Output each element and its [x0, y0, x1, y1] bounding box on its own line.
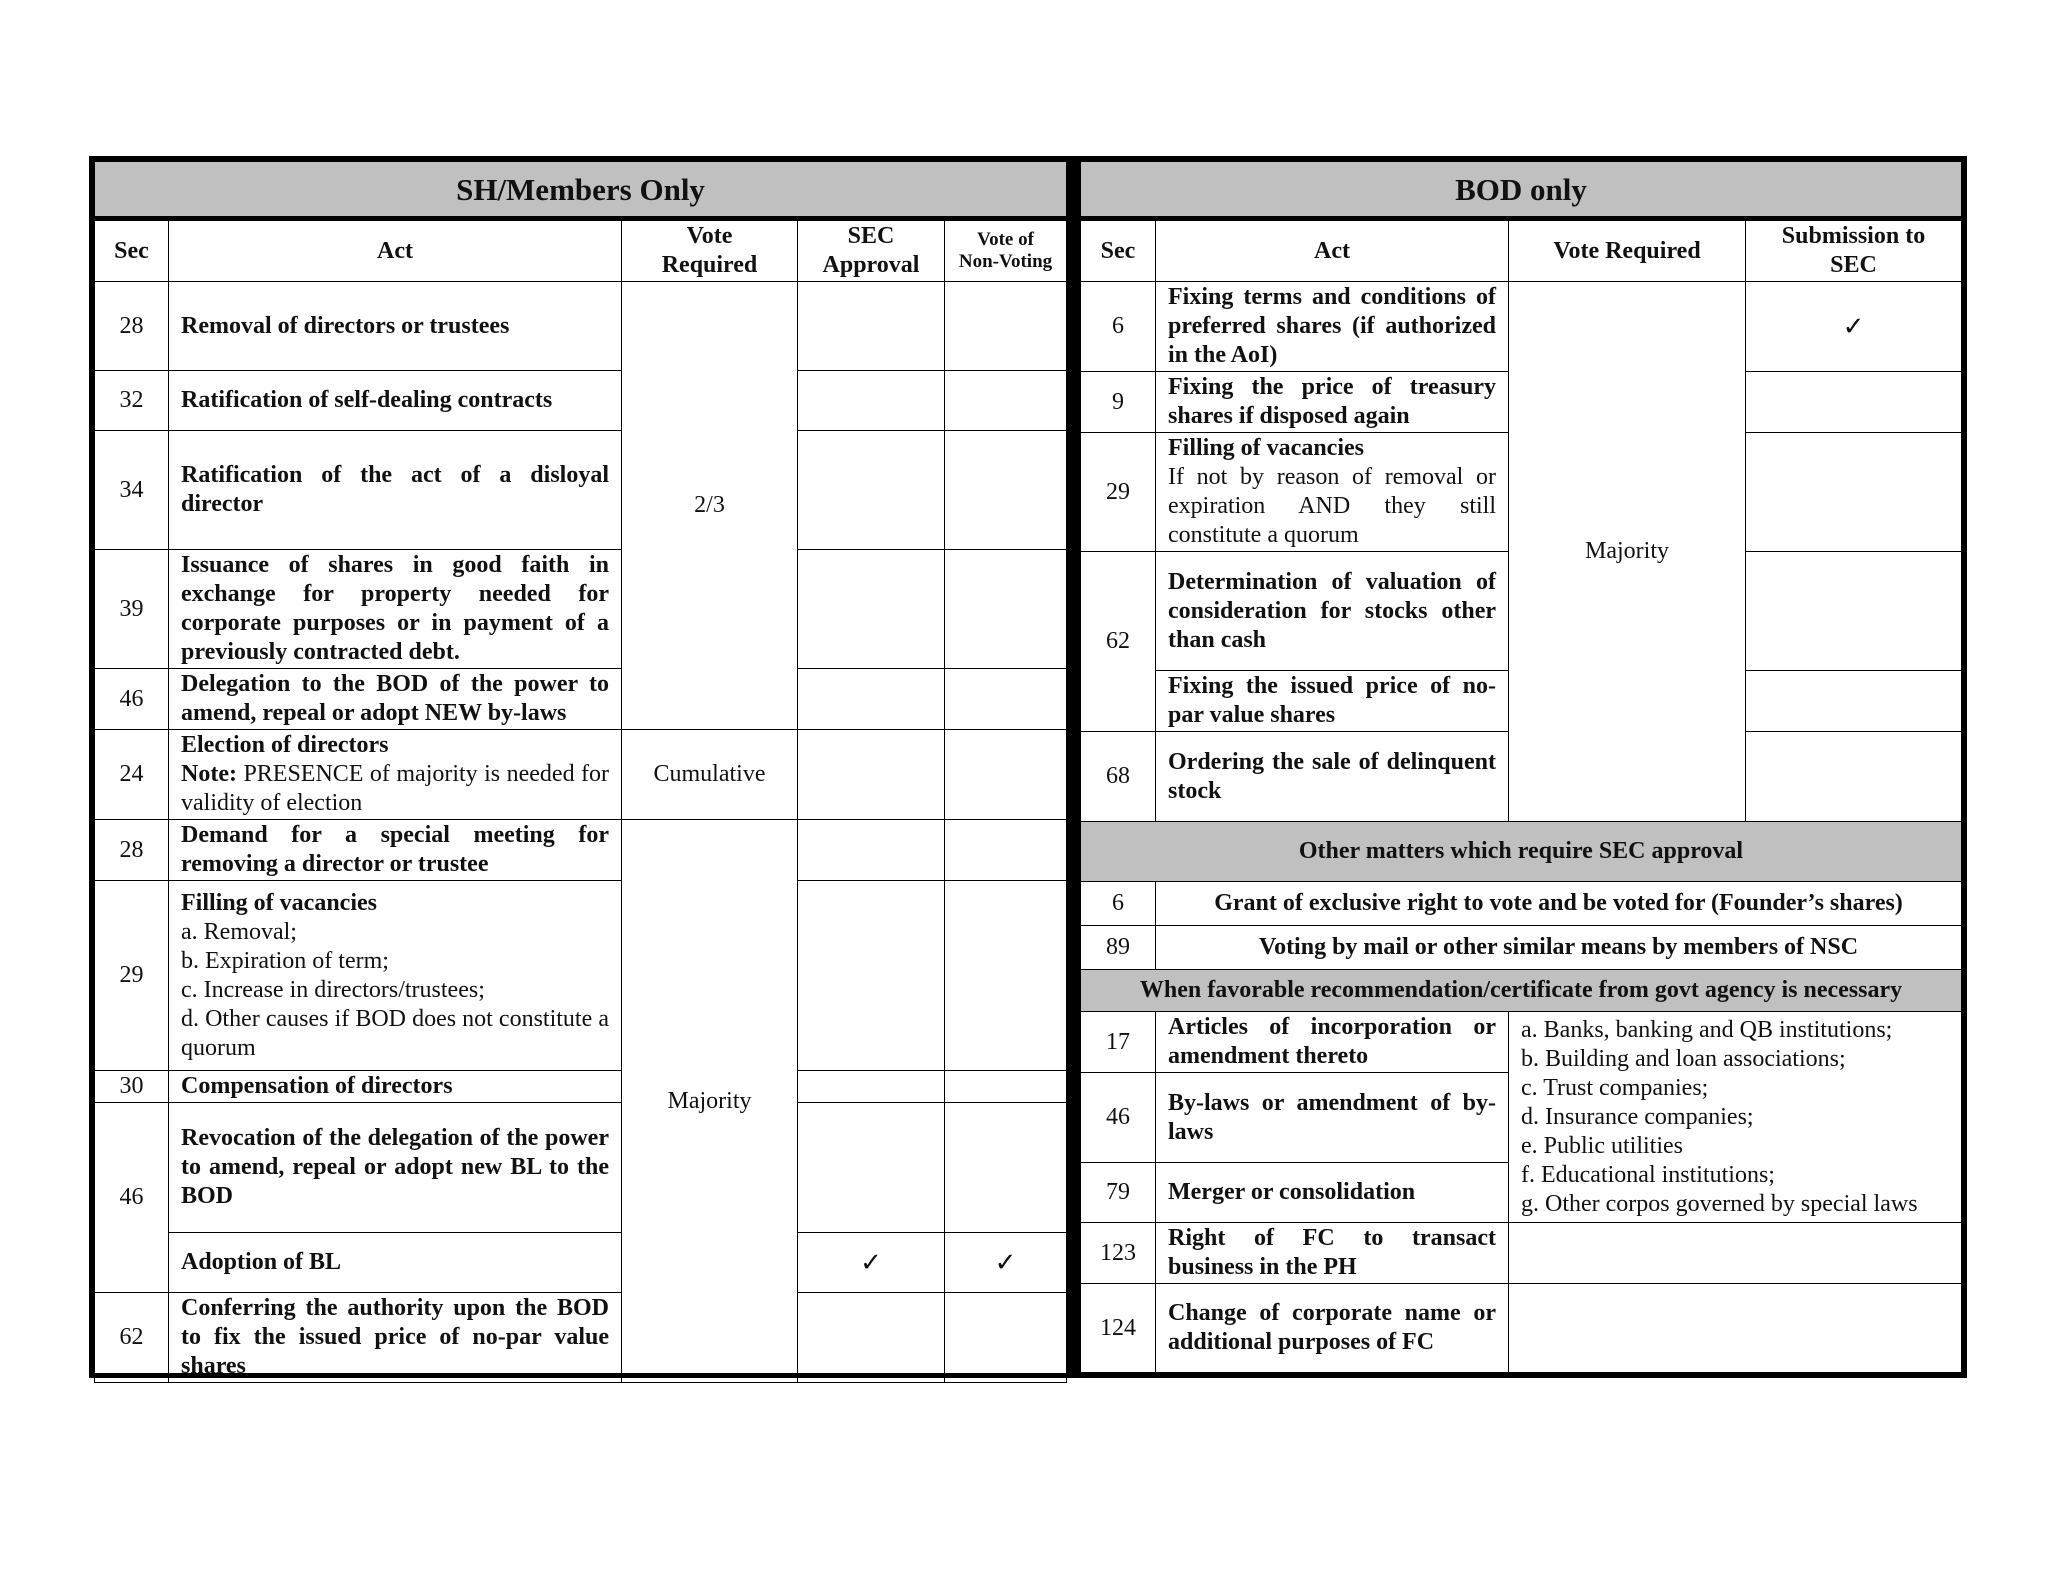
table-row: 28 Removal of directors or trustees 2/3: [95, 282, 1067, 371]
table-row: 46 Delegation to the BOD of the power to amend, repeal or adopt NEW by-laws: [95, 669, 1067, 730]
table-row: 6 Grant of exclusive right to vote and be voted for (Founder’s shares): [1081, 882, 1962, 926]
col-vote-required: Vote Required: [622, 219, 798, 282]
table-row: 28 Demand for a special meeting for removing a director or trustee Majority: [95, 820, 1067, 881]
table-row: 62 Conferring the authority upon the BOD to fix the issued price of no-par value shares: [95, 1293, 1067, 1383]
sh-members-title: SH/Members Only: [95, 162, 1067, 219]
table-row: 30 Compensation of directors: [95, 1071, 1067, 1103]
document-table: [89, 156, 1967, 1378]
col-vote-required: Vote Required: [1509, 219, 1746, 282]
table-row: 32 Ratification of self-dealing contracts: [95, 371, 1067, 431]
table-row: 17 Articles of incorporation or amendment thereto a. Banks, banking and QB institutions; b. Building and loan associations; c. Trust companies; d. Insurance companies; e. Public utilities f. Educational institutions; g. Other corpos governed by special laws: [1081, 1012, 1962, 1073]
table-row: 9 Fixing the price of treasury shares if disposed again: [1081, 372, 1962, 433]
table-row: 62 Determination of valuation of consideration for stocks other than cash: [1081, 552, 1962, 671]
table-row: 24 Election of directors Note: PRESENCE of majority is needed for validity of election Cumulative: [95, 730, 1067, 820]
table-row: 123 Right of FC to transact business in the PH: [1081, 1223, 1962, 1284]
bod-section: [1080, 161, 1962, 1373]
bod-title: BOD only: [1081, 162, 1962, 219]
col-submission: Submission to SEC: [1746, 219, 1962, 282]
table-row: 39 Issuance of shares in good faith in exchange for property needed for corporate purposes or in payment of a previously contracted debt.: [95, 550, 1067, 669]
vote-cumulative: Cumulative: [622, 730, 798, 820]
vote-majority: Majority: [1509, 282, 1746, 822]
table-row: 29 Filling of vacancies If not by reason of removal or expiration AND they still constitute a quorum: [1081, 433, 1962, 552]
table-row: 124 Change of corporate name or additional purposes of FC: [1081, 1284, 1962, 1373]
table-row: 34 Ratification of the act of a disloyal director: [95, 431, 1067, 550]
table-row: 29 Filling of vacancies a. Removal; b. Expiration of term; c. Increase in directors/trustees; d. Other causes if BOD does not constitute a quorum: [95, 881, 1067, 1071]
other-matters-heading: Other matters which require SEC approval: [1081, 822, 1962, 882]
col-non-voting: Vote of Non-Voting: [945, 219, 1067, 282]
col-act: Act: [1156, 219, 1509, 282]
check-icon: ✓: [945, 1233, 1067, 1293]
check-icon: ✓: [798, 1233, 945, 1293]
bod-table: [1080, 161, 1962, 1373]
col-sec: Sec: [95, 219, 169, 282]
col-sec-approval: SEC Approval: [798, 219, 945, 282]
table-row: Fixing the issued price of no-par value shares: [1081, 671, 1962, 732]
check-icon: ✓: [1746, 282, 1962, 372]
col-act: Act: [169, 219, 622, 282]
govt-agency-heading: When favorable recommendation/certificate from govt agency is necessary: [1081, 970, 1962, 1012]
vote-majority: Majority: [622, 820, 798, 1383]
table-row: 68 Ordering the sale of delinquent stock: [1081, 732, 1962, 822]
table-row: 79 Merger or consolidation: [1081, 1163, 1962, 1223]
col-sec: Sec: [1081, 219, 1156, 282]
table-row: 46 Revocation of the delegation of the power to amend, repeal or adopt new BL to the BOD: [95, 1103, 1067, 1233]
govt-institution-list: a. Banks, banking and QB institutions; b. Building and loan associations; c. Trust companies; d. Insurance companies; e. Public utilities f. Educational institutions; g. Other corpos governed by special laws: [1509, 1012, 1962, 1223]
sh-members-section: [94, 161, 1066, 1379]
section-divider: [1066, 161, 1080, 1373]
sh-members-table: [94, 161, 1067, 1383]
table-row: Adoption of BL ✓ ✓: [95, 1233, 1067, 1293]
table-row: 6 Fixing terms and conditions of preferred shares (if authorized in the AoI) Majority ✓: [1081, 282, 1962, 372]
table-row: 46 By-laws or amendment of by-laws: [1081, 1073, 1962, 1163]
table-row: 89 Voting by mail or other similar means by members of NSC: [1081, 926, 1962, 970]
vote-two-thirds: 2/3: [622, 282, 798, 730]
